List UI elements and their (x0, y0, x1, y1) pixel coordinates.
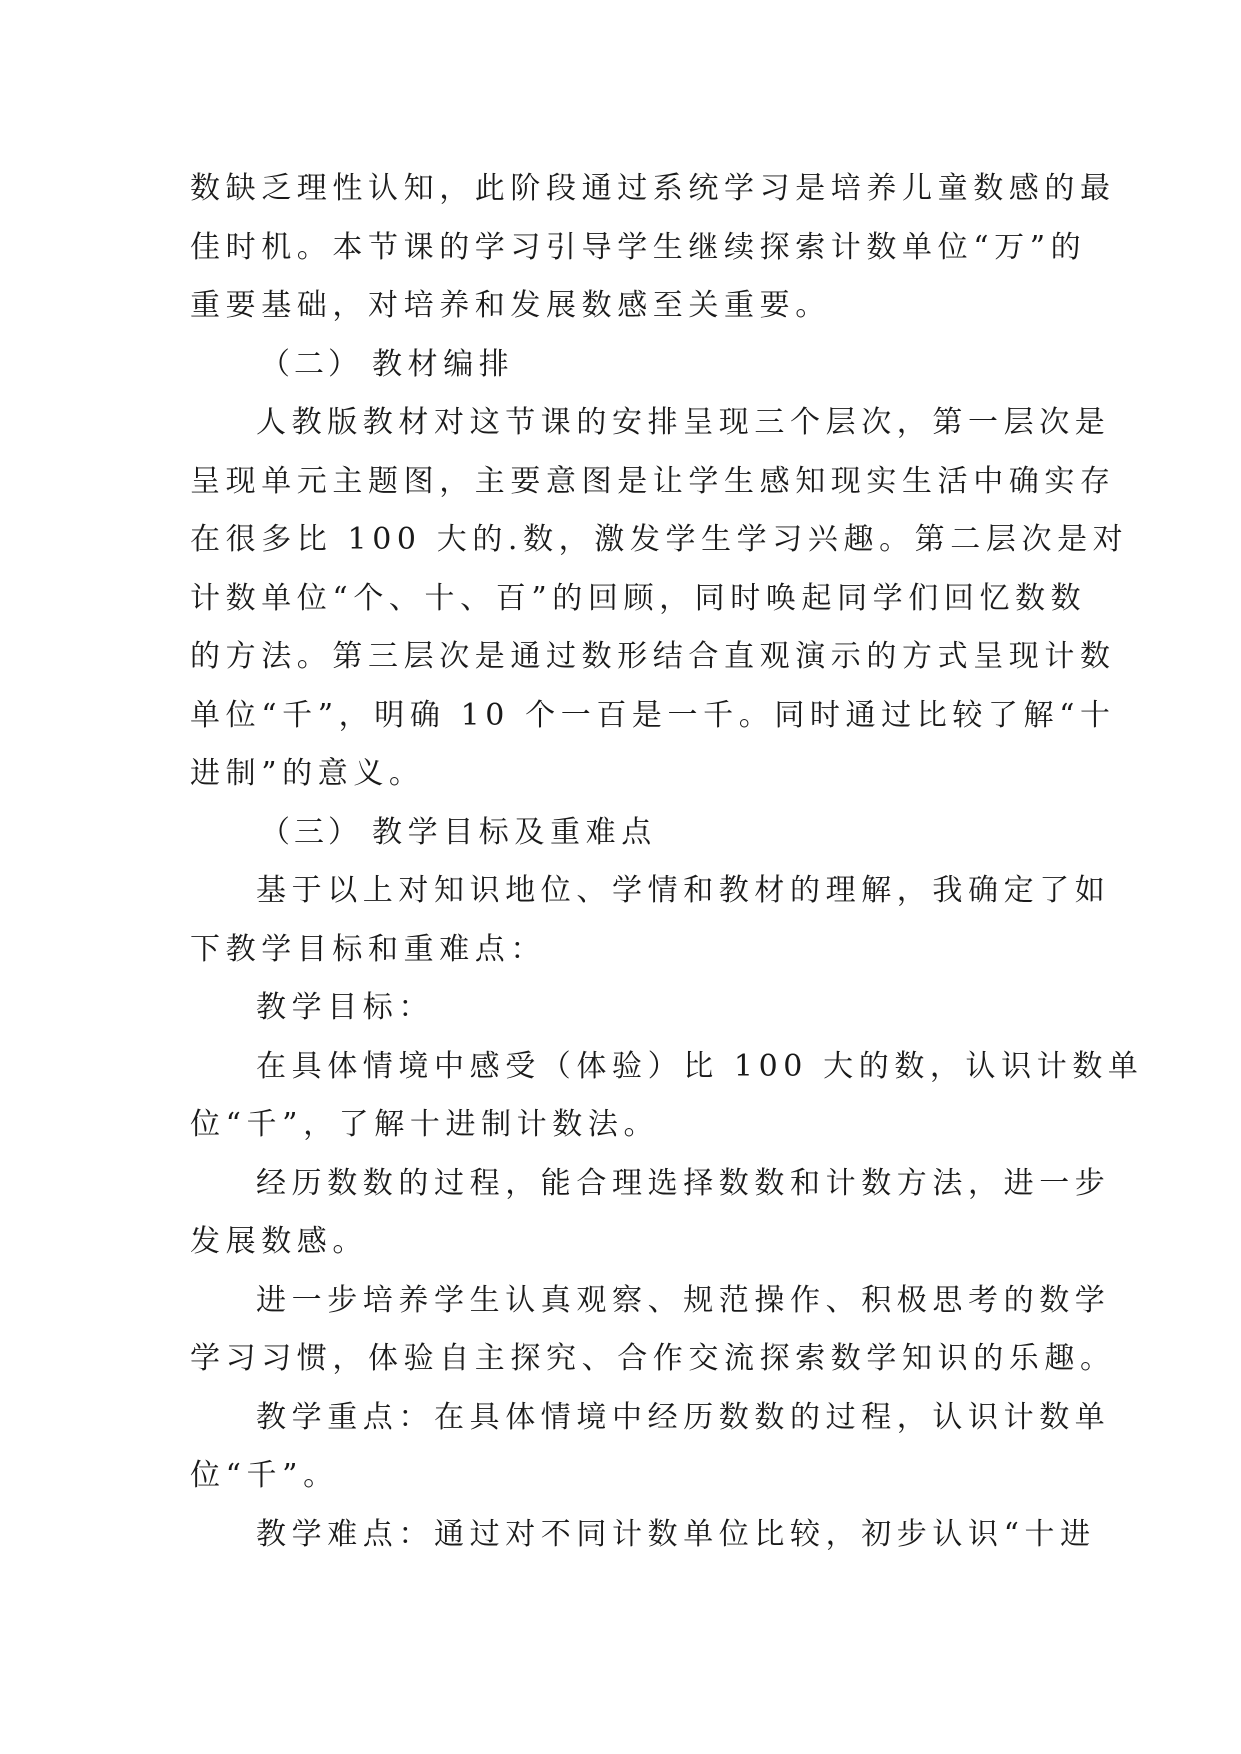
text-line: 数缺乏理性认知，此阶段通过系统学习是培养儿童数感的最 (190, 171, 1116, 206)
paragraph-start: 教学目标： (256, 990, 434, 1025)
section-number: （二） (260, 346, 362, 382)
section-title: 教学目标及重难点 (372, 814, 657, 850)
text-line: 呈现单元主题图，主要意图是让学生感知现实生活中确实存 (190, 463, 1116, 499)
section-number: （三） (260, 814, 362, 850)
paragraph-start: 在具体情境中感受（体验）比 100 大的数，认识计数单 (256, 1048, 1144, 1084)
text-line: 进制”的意义。 (190, 756, 425, 791)
text-line: 在很多比 100 大的.数，激发学生学习兴趣。第二层次是对 (190, 522, 1129, 557)
document-page (190, 160, 1144, 1564)
text-line: 位“千”，了解十进制计数法。 (190, 1107, 660, 1142)
section-heading (190, 804, 1050, 863)
text-line: 单位“千”，明确 10 个一百是一千。同时通过比较了解“十 (190, 697, 1116, 733)
paragraph-start: 进一步培养学生认真观察、规范操作、积极思考的数学 (256, 1282, 1111, 1318)
text-line: 位“千”。 (190, 1458, 339, 1493)
paragraph-start: 经历数数的过程，能合理选择数数和计数方法，进一步 (256, 1165, 1111, 1201)
section-title: 教材编排 (372, 346, 515, 382)
paragraph-start: 人教版教材对这节课的安排呈现三个层次，第一层次是 (256, 405, 1111, 440)
section-heading (190, 336, 1050, 395)
text-line: 重要基础，对培养和发展数感至关重要。 (190, 288, 831, 323)
paragraph-start: 教学重点：在具体情境中经历数数的过程，认识计数单 (256, 1399, 1111, 1435)
text-line: 计数单位“个、十、百”的回顾，同时唤起同学们回忆数数 (190, 580, 1087, 616)
paragraph-start: 教学难点：通过对不同计数单位比较，初步认识“十进 (256, 1516, 1096, 1552)
text-line: 佳时机。本节课的学习引导学生继续探索计数单位“万”的 (190, 229, 1087, 265)
paragraph-start: 基于以上对知识地位、学情和教材的理解，我确定了如 (256, 873, 1111, 908)
text-line: 发展数感。 (190, 1224, 368, 1259)
text-line: 的方法。第三层次是通过数形结合直观演示的方式呈现计数 (190, 639, 1116, 674)
text-line: 学习习惯，体验自主探究、合作交流探索数学知识的乐趣。 (190, 1341, 1116, 1376)
text-line: 下教学目标和重难点： (190, 931, 546, 967)
